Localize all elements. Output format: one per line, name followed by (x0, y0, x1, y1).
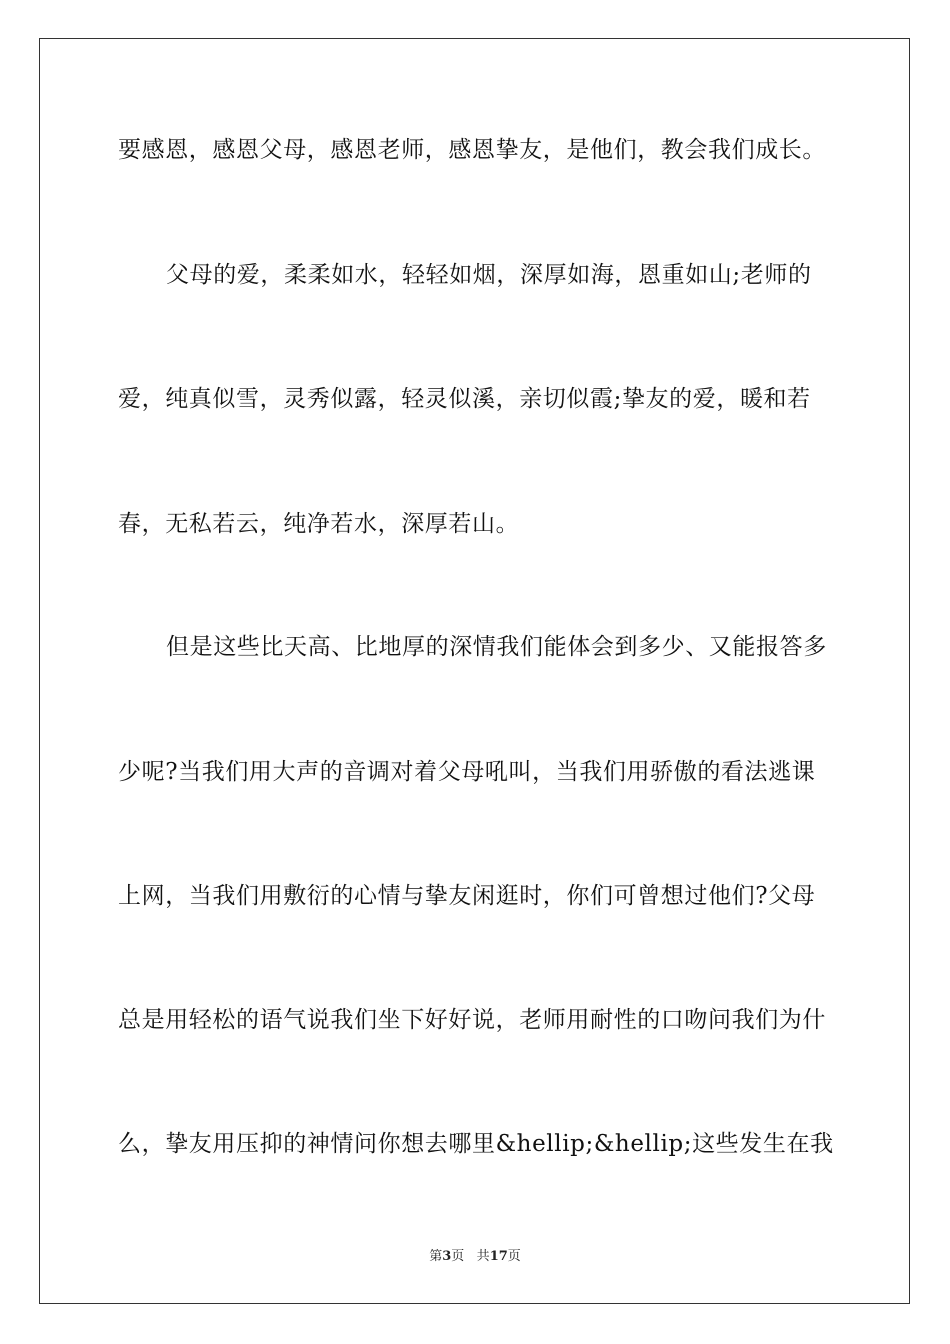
page-footer (0, 1248, 950, 1266)
text-line-8: 总是用轻松的语气说我们坐下好好说，老师用耐性的口吻问我们为什 (118, 1007, 826, 1033)
text-line-9: 么，挚友用压抑的神情问你想去哪里&hellip;&hellip;这些发生在我 (118, 1131, 834, 1157)
total-pages: 17 (489, 1249, 508, 1264)
page-prefix: 第 (429, 1249, 443, 1264)
page-frame (39, 38, 910, 1304)
text-line-4: 春，无私若云，纯净若水，深厚若山。 (118, 511, 520, 537)
page-number: 3 (442, 1249, 452, 1264)
text-line-5: 但是这些比天高、比地厚的深情我们能体会到多少、又能报答多 (166, 634, 827, 660)
total-suffix: 页 (507, 1249, 521, 1264)
text-line-1: 要感恩，感恩父母，感恩老师，感恩挚友，是他们，教会我们成长。 (118, 137, 826, 163)
text-line-2: 父母的爱，柔柔如水，轻轻如烟，深厚如海，恩重如山;老师的 (166, 262, 812, 288)
text-line-6: 少呢?当我们用大声的音调对着父母吼叫，当我们用骄傲的看法逃课 (118, 759, 816, 785)
text-line-3: 爱，纯真似雪，灵秀似露，轻灵似溪，亲切似霞;挚友的爱，暖和若 (118, 386, 811, 412)
page-suffix: 页 (451, 1249, 465, 1264)
text-line-7: 上网，当我们用敷衍的心情与挚友闲逛时，你们可曾想过他们?父母 (118, 883, 816, 909)
total-prefix: 共 (476, 1249, 490, 1264)
